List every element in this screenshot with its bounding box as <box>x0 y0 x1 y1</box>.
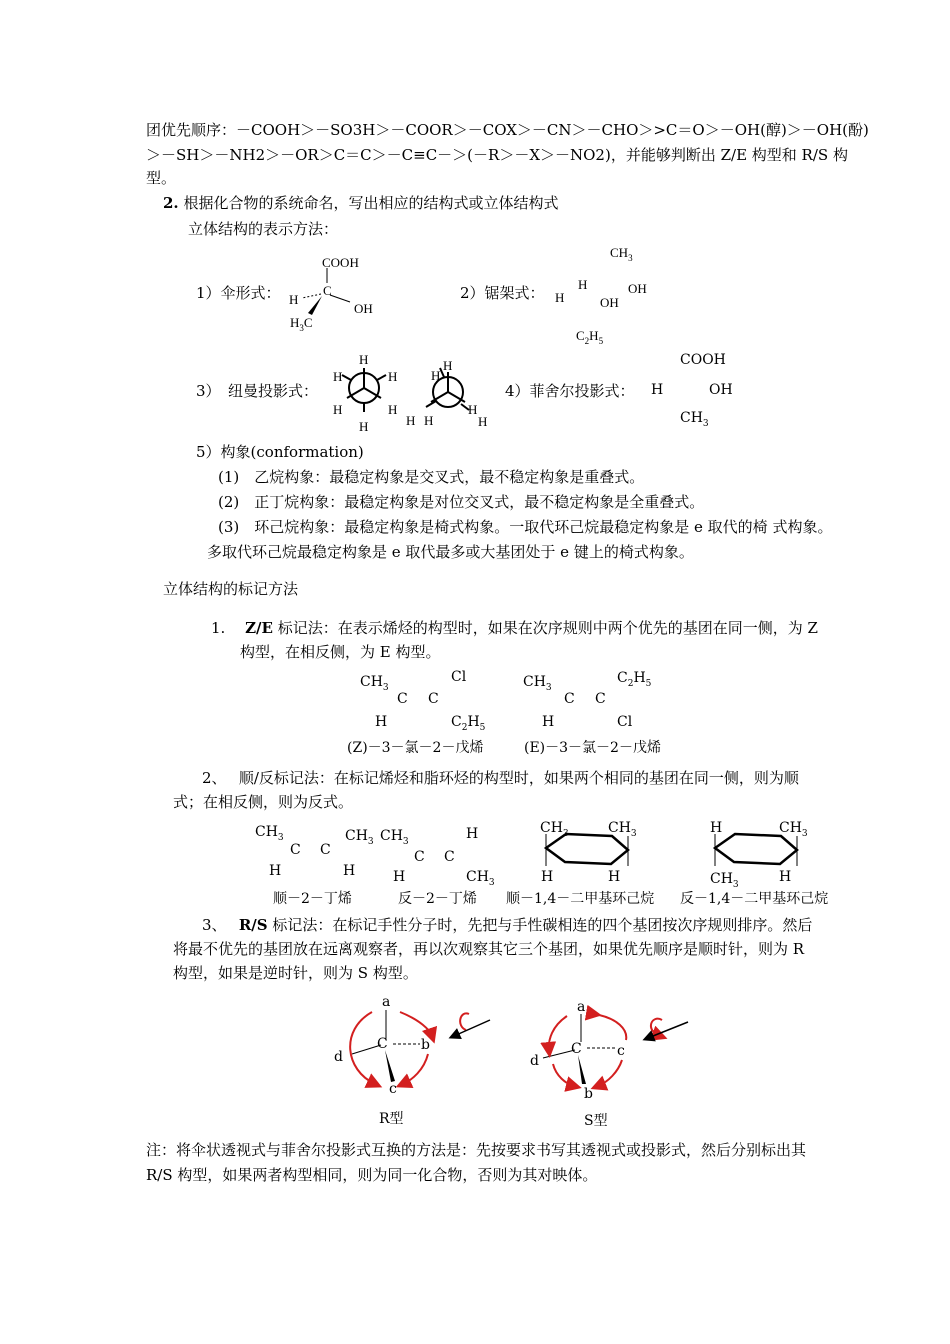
cistrans-line-1: 2、 顺/反标记法：在标记烯烃和脂环烃的构型时，如果两个相同的基团在同一侧，则为顺 <box>202 769 799 787</box>
z-ch3: $CH_3$ <box>360 674 389 693</box>
trans-c2: C <box>444 849 455 865</box>
cis-ring-h-right: H <box>608 869 621 885</box>
newman2-h3: H <box>406 413 416 428</box>
priority-line-3: 型。 <box>146 169 177 187</box>
section-title: 根据化合物的系统命名，写出相应的结构式或立体结构式 <box>183 194 559 212</box>
conformation-item-3-cont: 多取代环己烷最稳定构象是 e 取代最多或大基团处于 e 键上的椅式构象。 <box>207 543 694 561</box>
sawhorse-label: 2）锯架式： <box>460 284 545 302</box>
newman2-h4: H <box>424 413 434 428</box>
trans-ch3-left: $CH_3$ <box>380 828 409 847</box>
representation-subtitle: 立体结构的表示方法： <box>188 220 339 238</box>
newman-label: 3） 纽曼投影式： <box>196 382 319 400</box>
conformation-item-1: (1) 乙烷构象：最稳定构象是交叉式，最不稳定构象是重叠式。 <box>218 468 645 486</box>
marking-title: 立体结构的标记方法 <box>163 580 299 598</box>
e-h: H <box>542 714 555 730</box>
conformation-heading: 5）构象(conformation) <box>196 443 364 461</box>
e-c1: C <box>564 691 575 707</box>
ze-line-2: 构型，在相反侧，为 E 构型。 <box>240 643 441 661</box>
cistrans-caption-3: 顺－1,4－二甲基环己烷 <box>506 891 655 907</box>
trans-h-left: H <box>393 869 406 885</box>
cis-h2: H <box>343 863 356 879</box>
section-number: 2. <box>163 194 179 212</box>
newman1-h6: H <box>359 419 369 434</box>
cistrans-line-2: 式；在相反侧，则为反式。 <box>173 793 354 811</box>
z-h: H <box>375 714 388 730</box>
cis-ring-h-left: H <box>541 869 554 885</box>
sawhorse-h-top: H <box>578 277 588 292</box>
z-c2h5: $C_2H_5$ <box>451 714 486 733</box>
cis-c2: C <box>320 842 331 858</box>
umbrella-oh: OH <box>354 301 373 316</box>
fischer-ch3: $CH_3$ <box>680 410 709 429</box>
trans-ring-h-right: H <box>779 869 792 885</box>
ze-line-1: 1. Z/E 标记法：在表示烯烃的构型时，如果在次序规则中两个优先的基团在同一侧，为 Z <box>211 619 818 637</box>
newman1-h1: H <box>359 352 369 367</box>
trans-c1: C <box>414 849 425 865</box>
newman2-h5: H <box>468 402 478 417</box>
r-label-c: c <box>389 1081 397 1097</box>
sawhorse-oh-top: OH <box>628 281 647 296</box>
s-label-b: b <box>584 1086 593 1102</box>
sawhorse-ch3: $CH_3$ <box>610 245 633 263</box>
s-label-c-center: C <box>571 1041 582 1057</box>
fischer-cooh: COOH <box>680 352 726 368</box>
umbrella-carbon: C <box>323 283 332 298</box>
e-caption: (E)－3－氯－2－戊烯 <box>524 740 661 756</box>
s-configuration <box>543 1014 688 1086</box>
cis-ring-ch3-right: $CH_3$ <box>608 820 637 839</box>
e-c2h5: $C_2H_5$ <box>617 670 652 689</box>
s-caption: S型 <box>584 1113 608 1129</box>
z-c1: C <box>397 691 408 707</box>
s-label-d: d <box>530 1053 539 1069</box>
r-label-d: d <box>334 1049 343 1065</box>
cis-ch3-right: $CH_3$ <box>345 828 374 847</box>
rs-line-2: 将最不优先的基团放在远离观察者，再以次观察其它三个基团，如果优先顺序是顺时针，则为 R <box>173 940 805 958</box>
z-c2: C <box>428 691 439 707</box>
cis-h1: H <box>269 863 282 879</box>
sawhorse-h-left: H <box>555 290 565 305</box>
newman2-h1: H <box>443 358 453 373</box>
fischer-oh: OH <box>709 382 733 398</box>
note-line-2: R/S 构型，如果两者构型相同，则为同一化合物，否则为其对映体。 <box>146 1166 598 1184</box>
s-label-a: a <box>577 999 586 1015</box>
r-caption: R型 <box>379 1111 404 1127</box>
rs-line-1: 3、 R/S 标记法：在标记手性分子时，先把与手性碳相连的四个基团按次序规则排序。然后 <box>202 916 813 934</box>
r-label-b: b <box>421 1037 430 1053</box>
cis-ch3-left: $CH_3$ <box>255 824 284 843</box>
umbrella-cooh: COOH <box>322 255 359 270</box>
e-c2: C <box>595 691 606 707</box>
sawhorse-oh-bottom: OH <box>600 295 619 310</box>
umbrella-h: H <box>289 292 299 307</box>
cis-c1: C <box>290 842 301 858</box>
cis-ring-ch3-left: $CH_3$ <box>540 820 569 839</box>
priority-line-2: ＞－SH＞－NH2＞－OR＞C＝C＞－C≡C－＞(－R＞－X＞－NO2)，并能够判断出 Z/E 构型和 R/S 构 <box>146 146 848 164</box>
sawhorse-c2h5: $C_2H_5$ <box>576 328 604 346</box>
trans-ring-ch3-right: $CH_3$ <box>779 820 808 839</box>
cistrans-caption-1: 顺－2－丁烯 <box>273 891 352 907</box>
newman2-h6: H <box>478 414 488 429</box>
umbrella-ch3: $H_3C$ <box>290 315 313 333</box>
note-line-1: 注：将伞状透视式与菲舍尔投影式互换的方法是：先按要求书写其透视式或投影式，然后分别标出其 <box>146 1141 807 1159</box>
rs-line-3: 构型，如果是逆时针，则为 S 构型。 <box>173 964 418 982</box>
trans-ring-ch3-left: $CH_3$ <box>710 871 739 890</box>
umbrella-label: 1）伞形式： <box>196 284 281 302</box>
e-cl: Cl <box>617 714 633 730</box>
conformation-item-3: (3) 环己烷构象：最稳定构象是椅式构象。一取代环己烷最稳定构象是 e 取代的椅 式构象。 <box>218 518 833 536</box>
fischer-label: 4）菲舍尔投影式： <box>505 382 635 400</box>
newman1-h2: H <box>333 369 343 384</box>
trans-h-right: H <box>466 826 479 842</box>
z-cl: Cl <box>451 669 467 685</box>
r-label-a: a <box>382 994 391 1010</box>
conformation-item-2: (2) 正丁烷构象：最稳定构象是对位交叉式，最不稳定构象是全重叠式。 <box>218 493 705 511</box>
r-label-c-center: C <box>377 1036 388 1052</box>
trans-ch3-right: $CH_3$ <box>466 869 495 888</box>
newman2-h2: H <box>431 368 441 383</box>
newman1-h5: H <box>388 402 398 417</box>
z-caption: (Z)－3－氯－2－戊烯 <box>347 740 484 756</box>
cistrans-caption-2: 反－2－丁烯 <box>398 891 477 907</box>
cistrans-caption-4: 反－1,4－二甲基环己烷 <box>680 891 829 907</box>
e-ch3: $CH_3$ <box>523 674 552 693</box>
s-label-c: c <box>617 1043 625 1059</box>
newman1-h3: H <box>388 369 398 384</box>
priority-line-1: 团优先顺序：－COOH＞－SO3H＞－COOR＞－COX＞－CN＞－CHO＞>C＝O＞－OH(醇)＞－OH(酚) <box>146 121 869 139</box>
fischer-h: H <box>651 382 664 398</box>
newman1-h4: H <box>333 402 343 417</box>
trans-ring-h-left: H <box>710 820 723 836</box>
